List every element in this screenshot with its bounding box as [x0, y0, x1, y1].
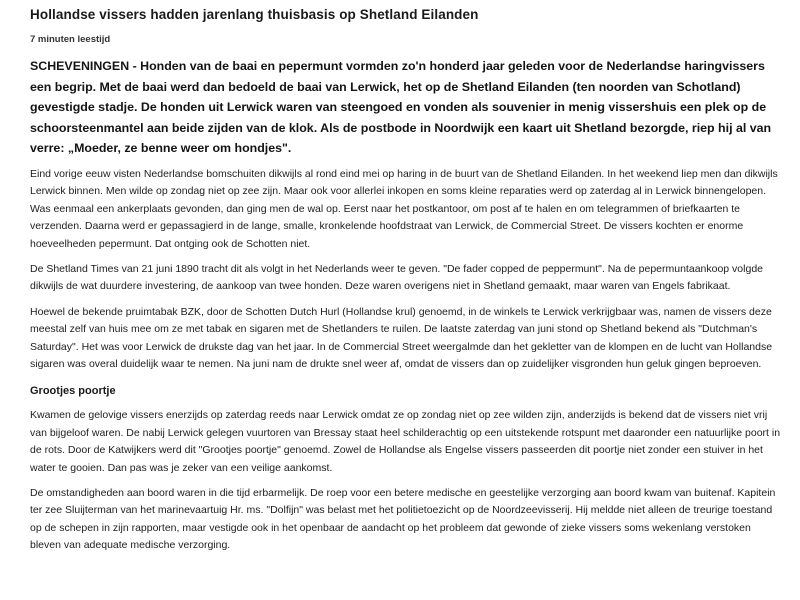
paragraph-3: Hoewel de bekende pruimtabak BZK, door de Schotten Dutch Hurl (Hollandse krul) genoemd, in de winkels te Lerwick verkrijgbaar was, namen de vissers deze meestal zelf van huis mee om ze met tabak en sigaren met de Shetlanders te ruilen. De laatste zaterdag van juni stond op Shetland bekend als "Dutchman's Saturday". Het was voor Lerwick de drukste dag van het jaar. In de Commercial Street weergalmde dan het gekletter van de klompen en de lucht van Hollandse sigaren was overal duidelijk waar te nemen. Na juni nam de drukte snel weer af, omdat de vissers dan op zuidelijker visgronden hun geluk gingen beproeven.: [30, 305, 773, 371]
paragraph-4: Kwamen de gelovige vissers enerzijds op zaterdag reeds naar Lerwick omdat ze op zondag niet op zee wilden zijn, anderzijds is bekend dat de vissers niet vrij van bijgeloof waren. De nabij Lerwick gelegen vuurtoren van Bressay staat heel schilderachtig op een uitstekende rotspunt met daaronder een natuurlijke poort in de rots. Door de Katwijkers werd dit "Grootjes poortje" genoemd. Zowel de Hollandse als Engelse vissers passeerden dit poortje niet zonder een stuiver in het water te gooien. Dan pas was je zeker van een veilige aankomst.: [30, 409, 781, 474]
paragraph-5: De omstandigheden aan boord waren in die tijd erbarmelijk. De roep voor een betere medische en geestelijke verzorging aan boord kwam van buitenaf. Kapitein ter zee Sluijterman van het marinevaartuig Hr. ms. "Dolfijn" was belast met het politietoezicht op de Noordzeevisserij. Hij meldde niet alleen de treurige toestand op de schepen in zijn rapporten, maar vestigde ook in het openbaar de aandacht op het probleem dat gewonde of zieke vissers soms wekenlang verstoken bleven van adequate medische verzorging.: [30, 487, 776, 552]
article-title: Hollandse vissers hadden jarenlang thuisbasis op Shetland Eilanden: [30, 7, 479, 22]
read-time: 7 minuten leestijd: [30, 34, 111, 45]
article-lead: SCHEVENINGEN - Honden van de baai en pepermunt vormden zo'n honderd jaar geleden voor de Nederlandse haringvissers een begrip. Met de baai werd dan bedoeld de baai van Lerwick, het op de Shetland Eilanden (ten noorden van Schotland) gevestigde stadje. De honden uit Lerwick waren van steengoed en vonden als souvenier in menig vissershuis een plek op de schoorsteenmantel aan beide zijden van de klok. Als de postbode in Noordwijk een kaart uit Shetland bezorgde, riep hij al van verre: „Moeder, ze benne weer om hondjes".: [30, 59, 772, 156]
section-heading: Grootjes poortje: [30, 385, 116, 398]
paragraph-2: De Shetland Times van 21 juni 1890 tracht dit als volgt in het Nederlands weer te geven. "De fader copped de peppermunt". Na de pepermuntaankoop volgde dikwijls de wat duurdere investering, de aankoop van twee honden. Deze waren overigens niet in Shetland gemaakt, maar waren van Engels fabrikaat.: [30, 263, 764, 293]
paragraph-1: Eind vorige eeuw visten Nederlandse bomschuiten dikwijls al rond eind mei op haring in de buurt van de Shetland Eilanden. In het weekend liep men dan dikwijls Lerwick binnen. Men wilde op zondag niet op zee zijn. Maar ook voor allerlei inkopen en soms kleine reparaties werd op zaterdag al in Lerwick binnengelopen. Was eenmaal een ankerplaats gevonden, dan ging men de wal op. Eerst naar het postkantoor, om post af te halen en om telegrammen of briefkaarten te verzenden. Daarna werd er gepassagierd in de lange, smalle, kronkelende hoofdstraat van Lerwick, de Commercial Street. De vissers kochten er enorme hoeveelheden pepermunt. Dat ontging ook de Schotten niet.: [30, 167, 778, 250]
